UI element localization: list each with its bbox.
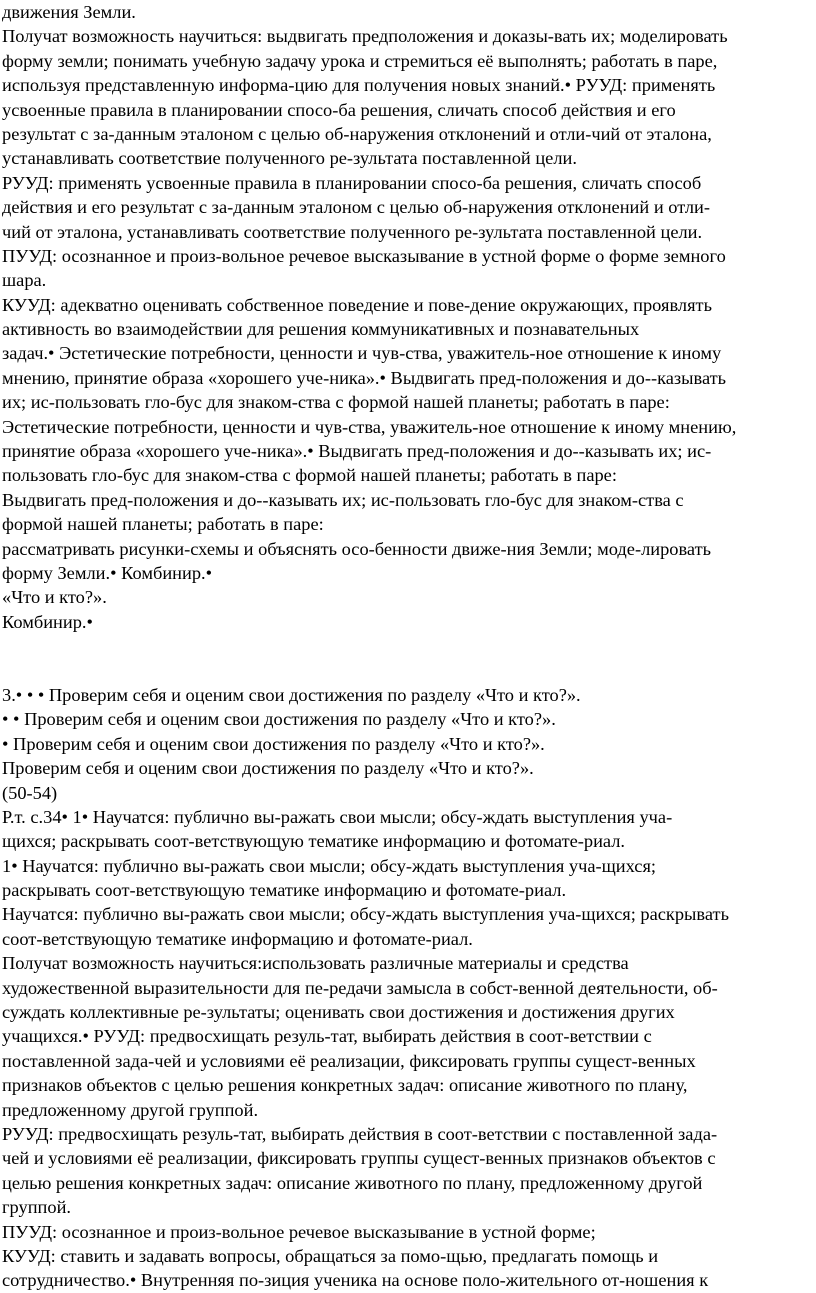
text-line: Выдвигать пред-положения и до--казывать их; ис-пользовать гло-бус для знаком-ства с [2, 489, 684, 510]
text-line: КУУД: ставить и задавать вопросы, обращаться за помо-щью, предлагать помощь и [2, 1245, 659, 1266]
text-line: принятие образа «хорошего уче-ника».• Выдвигать пред-положения и до--казывать их; ис- [2, 441, 712, 462]
text-line: целью решения конкретных задач: описание животного по плану, предложенному другой [2, 1172, 703, 1193]
text-line: пользовать гло-бус для знаком-ства с формой нашей планеты; работать в паре: [2, 465, 617, 486]
text-line: форму Земли.• Комбинир.• [2, 562, 213, 583]
text-line: Проверим себя и оценим свои достижения по разделу «Что и кто?». [2, 758, 534, 779]
text-block-2 [2, 683, 814, 1293]
text-line: устанавливать соответствие полученного ре-зультата поставленной цели. [2, 148, 577, 169]
text-line: предложенному другой группой. [2, 1099, 259, 1120]
text-line: • Проверим себя и оценим свои достижения по разделу «Что и кто?». [2, 733, 545, 754]
text-line: раскрывать соот-ветствующую тематике информацию и фотомате-риал. [2, 880, 567, 901]
text-line: учащихся.• РУУД: предвосхищать резуль-тат, выбирать действия в соот-ветствии с [2, 1026, 652, 1047]
text-line: Получат возможность научиться: выдвигать предположения и доказы-вать их; моделировать [2, 26, 728, 47]
text-line: усвоенные правила в планировании спосо-ба решения, сличать способ действия и его [2, 99, 676, 120]
text-line: щихся; раскрывать соот-ветствующую тематике информацию и фотомате-риал. [2, 831, 626, 852]
text-line: формой нашей планеты; работать в паре: [2, 514, 324, 535]
text-line: чей и условиями её реализации, фиксировать группы сущест-венных признаков объектов с [2, 1148, 716, 1169]
text-line: Научатся: публично вы-ражать свои мысли; обсу-ждать выступления уча-щихся; раскрывать [2, 904, 729, 925]
text-line: Эстетические потребности, ценности и чув-ства, уважитель-ное отношение к иному мнению, [2, 416, 737, 437]
text-line: ПУУД: осознанное и произ-вольное речевое высказывание в устной форме; [2, 1221, 596, 1242]
text-line: ПУУД: осознанное и произ-вольное речевое высказывание в устной форме о форме земного [2, 245, 726, 266]
text-line: 1• Научатся: публично вы-ражать свои мысли; обсу-ждать выступления уча-щихся; [2, 855, 657, 876]
text-line: результат с за-данным эталоном с целью об-наружения отклонений и отли-чий от эталона, [2, 123, 712, 144]
text-line: поставленной зада-чей и условиями её реализации, фиксировать группы сущест-венных [2, 1050, 696, 1071]
text-line: их; ис-пользовать гло-бус для знаком-ства с формой нашей планеты; работать в паре: [2, 392, 670, 413]
text-line: КУУД: адекватно оценивать собственное поведение и пове-дение окружающих, проявлять [2, 294, 712, 315]
text-line: РУУД: предвосхищать резуль-тат, выбирать действия в соот-ветствии с поставленной зада- [2, 1123, 718, 1144]
text-line: рассматривать рисунки-схемы и объяснять осо-бенности движе-ния Земли; моде-лировать [2, 538, 712, 559]
text-line: художественной выразительности для пе-редачи замысла в собст-венной деятельности, об- [2, 977, 718, 998]
text-line: группой. [2, 1197, 72, 1218]
blank-line [2, 634, 814, 658]
blank-line [2, 659, 814, 683]
text-line: 3.• • • Проверим себя и оценим свои достижения по разделу «Что и кто?». [2, 684, 581, 705]
text-line: мнению, принятие образа «хорошего уче-ника».• Выдвигать пред-положения и до--казывать [2, 367, 727, 388]
text-line: чий от эталона, устанавливать соответствие полученного ре-зультата поставленной цели. [2, 221, 703, 242]
text-line: активность во взаимодействии для решения коммуникативных и познавательных [2, 319, 640, 340]
text-line: соот-ветствующую тематике информацию и фотомате-риал. [2, 928, 473, 949]
text-line: РУУД: применять усвоенные правила в планировании спосо-ба решения, сличать способ [2, 172, 702, 193]
text-line: движения Земли. [2, 2, 136, 22]
text-line: • • Проверим себя и оценим свои достижения по разделу «Что и кто?». [2, 709, 556, 730]
text-line: (50-54) [2, 782, 58, 803]
text-line: суждать коллективные ре-зультаты; оценивать свои достижения и достижения других [2, 1002, 675, 1023]
text-line: задач.• Эстетические потребности, ценности и чув-ства, уважитель-ное отношение к иному [2, 343, 722, 364]
text-line: Р.т. с.34• 1• Научатся: публично вы-ражать свои мысли; обсу-ждать выступления уча- [2, 806, 673, 827]
text-line: шара. [2, 270, 47, 291]
text-line: признаков объектов с целью решения конкретных задач: описание животного по плану, [2, 1075, 688, 1096]
text-line: форму земли; понимать учебную задачу урока и стремиться её выполнять; работать в паре, [2, 50, 718, 71]
text-line: Получат возможность научиться:использовать различные материалы и средства [2, 953, 629, 974]
text-line: «Что и кто?». [2, 587, 107, 608]
text-line: сотрудничество.• Внутренняя по-зиция ученика на основе поло-жительного от-ношения к [2, 1270, 709, 1291]
text-line: действия и его результат с за-данным эталоном с целью об-наружения отклонений и отли- [2, 197, 710, 218]
text-line: используя представленную информа-цию для получения новых знаний.• РУУД: применять [2, 75, 716, 96]
text-line: Комбинир.• [2, 611, 93, 632]
text-block-1 [2, 0, 814, 634]
